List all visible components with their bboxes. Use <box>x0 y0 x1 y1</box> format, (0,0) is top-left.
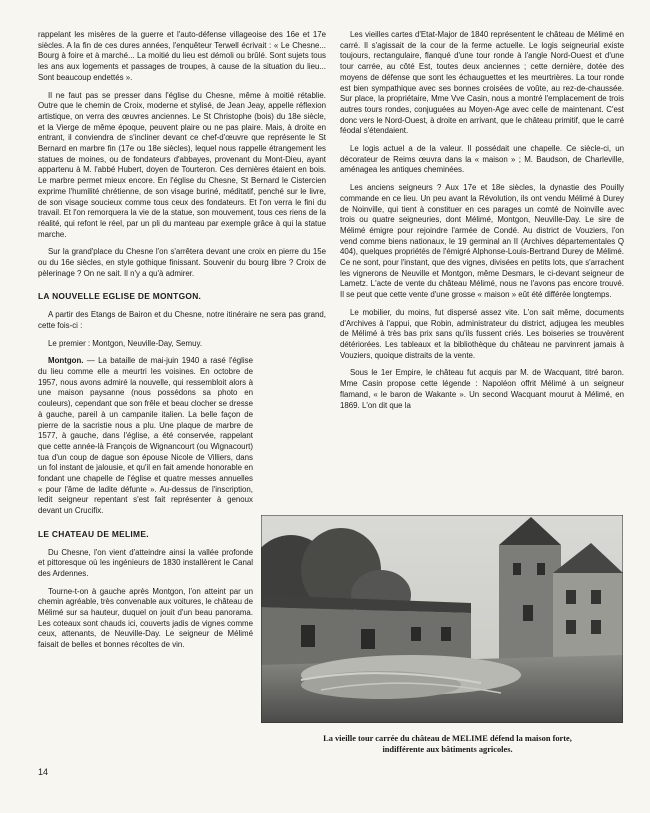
paragraph: Tourne-t-on à gauche après Montgon, l'on atteint par un chemin agréable, très convenable aux voitures, le château de Mélimé sur sa hauteur, duquel on jouit d'un beau panorama. Les coteaux sont chauds ici, couverts jadis de vignes comme ceux, attenants, de Neuville-Day. Le seigneur de Mélimé faisait de belles et bonnes récoltes de vin. <box>38 586 253 650</box>
paragraph: Le premier : Montgon, Neuville-Day, Semuy. <box>48 338 203 348</box>
montgon-lead: Montgon. <box>48 356 84 366</box>
page-number: 14 <box>38 767 49 777</box>
caption-line: indifférente aux bâtiments agricoles. <box>382 744 513 754</box>
right-column <box>340 30 624 418</box>
caption-line: La vieille tour carrée du château de MELIME défend la maison forte, <box>323 734 572 743</box>
paragraph: Les vieilles cartes d'Etat-Major de 1840 représentent le château de Mélimé en carré. Il s'agissait de la cour de la ferme actuelle. Le logis seigneurial existe toujours, rectangulaire, flanqué d'une tour ronde à l'angle Nord-Ouest et d'une tour carrée, au côté Est, toutes deux anciennes ; cette dernière, dotée des moyens de défense que sont les échauguettes et les meurtrières. La tour ronde est bien sympathique avec ses bonnes croisées de voûte, au rez-de-chaussée. Sur place, la propriétaire, Mme Vve Casin, nous a montré l'emplacement de trois autres tours rondes, conjuguées au Moyen-Age avec celle de maintenant. C'est donc vers le Nord-Ouest, à droite en arrivant, que le château primitif, que le carré féodal s'étendaient. <box>340 30 624 136</box>
paragraph: Sur la grand'place du Chesne l'on s'arrêtera devant une croix en pierre du 15e ou du 16e siècles, en style gothique finissant. Souvenir du bourg libre ? Croix de pèlerinage ? On ne sait. Il n'y a qu'à admirer. <box>38 247 326 278</box>
montgon-body: — La bataille de mai-juin 1940 a rasé l'église du lieu comme elle a meurtri les voisines. En octobre de 1957, nous avons admiré la nouvelle, qui ressembloit alors à une maison paysanne (nous possédons sa photo en couleurs), cependant que son frêle et beau clocher se dresse à gauche, pareil à un campanile italien. La belle façon de pierre de la sacristie nous a plu. Une plaque de marbre de 1577, à gauche, dans l'église, a été conservée, rappelant que cette année-là François de Wignancourt (ou Wignacourt) tua d'un coup de dague son épouse Nicole de Villiers, dans un fol instant de jalousie, et qu'il en fait amende honorable en fondant une chapelle de l'église et quatre messes annuelles « pour l'âme de ladite défunte ». Au-dessus de l'inscription, ledit seigneur repentant s'est fait représenter à genoux devant un Crucifix. <box>38 356 253 516</box>
section-heading-melime: LE CHATEAU DE MELIME. <box>38 528 149 539</box>
paragraph: Il ne faut pas se presser dans l'église du Chesne, même à moitié rétablie. Outre que le chemin de Croix, moderne et stylisé, de Jean Jeay, appelle réflexion artistique, on verra des œuvres anciennes. Le St Christophe (bois) du 18e siècle, et la Vierge de même époque, peuvent plaire ou ne pas plaire. Mais, à droite en entrant, il conviendra de s'incliner devant ce chef-d'œuvre que représente le St Bernard en marbre fin (17e ou 18e siècles), lequel nous rappelle étrangement les statues de moines, ou de fondateurs d'abbayes, provenant du Mont-Dieu, ayant appartenu à M. l'abbé Hubert, doyen de Tourteron. Ces dernières étaient en bois. Le marbre permet mieux encore. En l'église du Chesne, St Bernard le Cistercien exprime l'humilité chrétienne, de son visage buriné, méditatif, penché sur le livre, de son visage soucieux comme tous ceux des fondateurs. Et l'on verra le fini du travail. Et l'on remorquera la vie de la statue, son mouvement, tous ces riens de la réalité, qui refont le réel, par un pli du manteau par exemple grâce à qui la statue marche. <box>38 90 326 239</box>
paragraph: Les anciens seigneurs ? Aux 17e et 18e siècles, la dynastie des Pouilly commande en ce lieu. Un peu avant la Révolution, ils ont vendu Mélimé à Durey de Noinville, qui tient à constituer en ces parages un comté de Noinville avec trois ou quatre seigneuries, dont Mélimé, Montgon, Neuville-Day. Le sire de Mélimé émigre pour rejoindre l'armée de Condé. Au district de Vouziers, l'on vend comme biens nationaux, le 19 germinal an II (Archives départementales Q 404), quelques propriétés de l'émigré Alphonse-Louis-Bertrand Durey de Mélimé. Ce ne sont, pour l'instant, que des vignes, divisées en petits lots, que s'arrachent les vignerons de Neuville et Montgon, même Desmars, le ci-devant seigneur de Lametz. L'acte de vente du château Mélimé, nous ne l'avons pas encore trouvé. Il se peut que cette vente d'une grosse « maison » eût été différée longtemps. <box>340 183 624 300</box>
paragraph: Le logis actuel a de la valeur. Il possédait une chapelle. Ce siècle-ci, un décorateur de Reims œuvra dans la « maison » ; M. Baudson, de Charleville, aménagea les antiques cheminées. <box>340 144 624 175</box>
photo-caption <box>275 734 620 755</box>
chateau-photo-image <box>261 515 623 723</box>
paragraph: Du Chesne, l'on vient d'atteindre ainsi la vallée profonde et pittoresque où les ingénieurs de 1830 installèrent le Canal des Ardennes. <box>38 547 253 578</box>
paragraph: Sous le 1er Empire, le château fut acquis par M. de Wacquant, titré baron. Mme Casin propose cette légende : Napoléon offrit Mélimé à un seigneur flamand, « le baron de Wakante ». Un second Wacquant mourut à Mélimé, en 1869. L'on dit que la <box>340 368 624 410</box>
paragraph: rappelant les misères de la guerre et l'auto-défense villageoise des 16e et 17e siècles. A la fin de ces dures années, l'enquêteur Terwell écrivait : « Le Chesne... Bourg à foire et à marché... La moitié du lieu est démoli ou brûlé. Sont sujets tous les ans aux logements et passages de troupes, à cause de la situation du lieu... Sont beaucoup endettés ». <box>38 30 326 82</box>
section-heading-montgon: LA NOUVELLE EGLISE DE MONTGON. <box>38 291 202 302</box>
paragraph-montgon <box>38 356 253 517</box>
chateau-photo <box>261 515 623 723</box>
paragraph: A partir des Etangs de Bairon et du Chesne, notre itinéraire ne sera pas grand, cette fois-ci : <box>38 310 326 330</box>
paragraph: Le mobilier, du moins, fut dispersé assez vite. L'on sait même, documents d'Archives à l'appui, que Robin, administrateur du district, adjugea les meubles de Mélimé à très bas prix sans qu'ils fussent criés. Les boiseries se trouvèrent détériorées. Les tableaux et la bibliothèque du château ne parvinrent jamais à Vouziers, quoique distraits de la vente. <box>340 307 624 360</box>
